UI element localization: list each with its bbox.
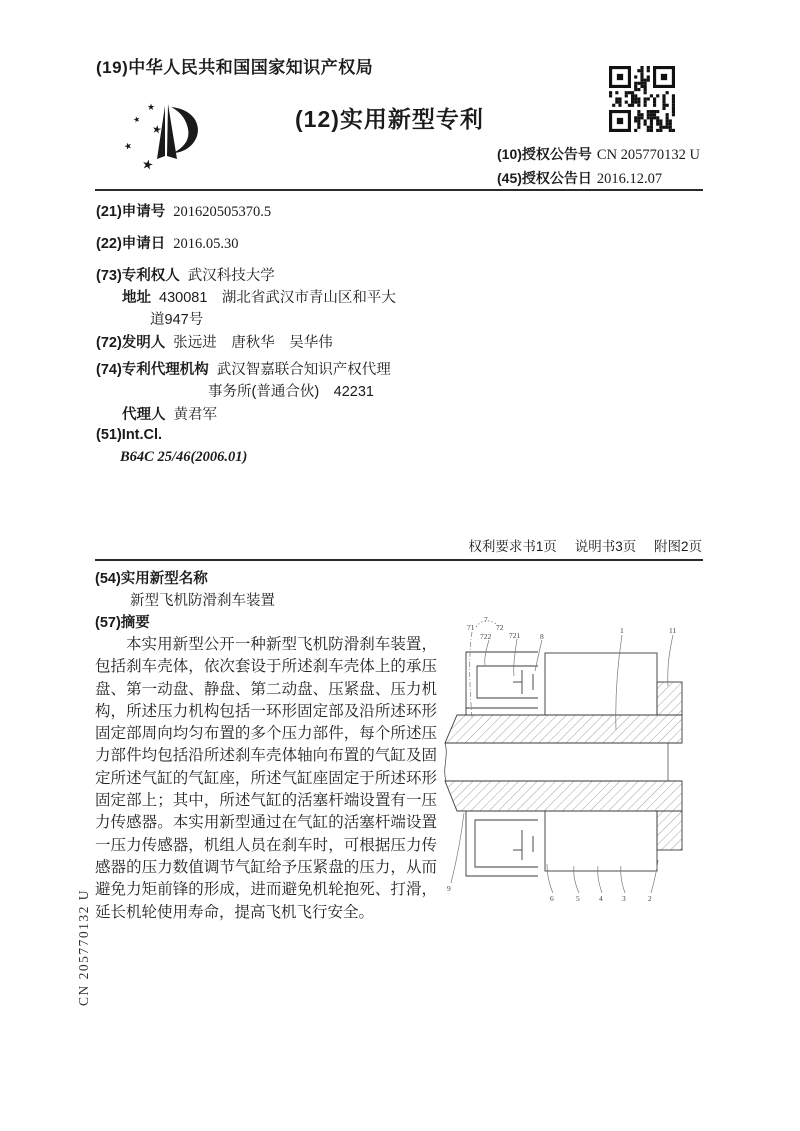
ipc-label: (51)Int.Cl. bbox=[96, 427, 163, 443]
ref-numeral-4: 4 bbox=[599, 894, 603, 903]
pages-drawings: 附图2页 bbox=[653, 539, 702, 554]
ipc-class-value: B64C 25/46(2006.01) bbox=[120, 449, 248, 465]
patent-figure bbox=[435, 598, 720, 933]
header-divider bbox=[95, 189, 703, 191]
ref-numeral-2: 2 bbox=[648, 894, 652, 903]
publication-number-value: CN 205770132 U bbox=[596, 147, 701, 163]
ref-numeral-1: 1 bbox=[620, 626, 624, 635]
publication-date-row bbox=[497, 168, 662, 188]
ref-numeral-721: 721 bbox=[509, 631, 521, 640]
office-name: (19)中华人民共和国国家知识产权局 bbox=[96, 58, 374, 77]
figure-leader-lines bbox=[451, 621, 673, 893]
figure-structure bbox=[466, 652, 657, 876]
ref-numeral-7: 7 bbox=[484, 615, 488, 624]
publication-number-row bbox=[497, 144, 700, 164]
sipo-logo bbox=[118, 92, 213, 187]
agency-row bbox=[96, 358, 391, 379]
document-type-title: (12)实用新型专利 bbox=[295, 106, 484, 132]
figure-reference-numerals bbox=[447, 615, 676, 903]
address-row-2 bbox=[150, 308, 203, 329]
figure-hatched-shaft bbox=[445, 682, 682, 850]
inventors-value: 张远进 唐秋华 吴华伟 bbox=[173, 335, 333, 351]
pages-claims: 权利要求书1页 bbox=[468, 539, 557, 554]
svg-text:★: ★ bbox=[122, 139, 134, 152]
ipc-class-row bbox=[120, 449, 247, 466]
svg-text:★: ★ bbox=[132, 114, 142, 125]
agency-line2: 事务所(普通合伙) 42231 bbox=[208, 384, 374, 400]
invention-title: 新型飞机防滑刹车装置 bbox=[130, 593, 275, 609]
abstract-section-label: (57)摘要 bbox=[95, 615, 150, 631]
application-date-value: 2016.05.30 bbox=[173, 236, 239, 252]
address-row bbox=[122, 286, 396, 307]
ref-numeral-11: 11 bbox=[669, 626, 677, 635]
side-patent-number: CN 205770132 U bbox=[76, 888, 91, 1006]
ref-numeral-71: 71 bbox=[467, 623, 475, 632]
publication-number-label: (10)授权公告号 bbox=[497, 146, 592, 162]
publication-date-value: 2016.12.07 bbox=[596, 171, 663, 187]
ref-numeral-8: 8 bbox=[540, 632, 544, 641]
agent-value: 黄君军 bbox=[173, 407, 217, 423]
pages-info bbox=[380, 535, 702, 555]
ref-numeral-3: 3 bbox=[622, 894, 626, 903]
application-date-label: (22)申请日 bbox=[96, 236, 166, 252]
svg-text:★: ★ bbox=[150, 123, 163, 137]
agency-line1: 武汉智嘉联合知识产权代理 bbox=[216, 362, 391, 378]
application-date-row bbox=[96, 232, 239, 253]
body-divider bbox=[95, 559, 703, 561]
agency-label: (74)专利代理机构 bbox=[96, 362, 209, 378]
agency-row-2 bbox=[208, 380, 374, 401]
patentee-row bbox=[96, 264, 275, 285]
ref-numeral-6: 6 bbox=[550, 894, 554, 903]
logo-star-icon: ★ bbox=[147, 102, 156, 112]
application-number-value: 201620505370.5 bbox=[173, 204, 272, 220]
pages-description: 说明书3页 bbox=[574, 539, 637, 554]
ref-numeral-9: 9 bbox=[447, 884, 451, 893]
publication-date-label: (45)授权公告日 bbox=[497, 170, 592, 186]
svg-text:★: ★ bbox=[140, 155, 155, 174]
patentee-value: 武汉科技大学 bbox=[187, 268, 275, 284]
address-line1: 430081 湖北省武汉市青山区和平大 bbox=[159, 290, 396, 306]
title-section-label: (54)实用新型名称 bbox=[95, 571, 208, 587]
agent-row bbox=[122, 403, 217, 424]
ref-numeral-722: 722 bbox=[480, 632, 492, 641]
inventors-row bbox=[96, 331, 333, 352]
ref-numeral-72: 72 bbox=[496, 623, 504, 632]
qr-code bbox=[609, 66, 675, 132]
ipc-row bbox=[96, 427, 162, 443]
address-line2: 道947号 bbox=[150, 312, 204, 328]
abstract-text: 本实用新型公开一种新型飞机防滑刹车装置，包括刹车壳体，依次套设于所述刹车壳体上的承压盘、第一动盘、静盘、第二动盘、压紧盘、压力机构，所述压力机构包括一环形固定部及沿所述环形固定部周向均匀布置的多个压力部件，每个所述压力部件均包括沿所述刹车壳体轴向布置的气缸及固定所述气缸的气缸座，所述气缸座固定于所述环形固定部上；其中，所述气缸的活塞杆端设置有一压力传感器。本实用新型通过在气缸的活塞杆端设置一压力传感器，机组人员在刹车时，可根据压力传感器的压力数值调节气缸给予压紧盘的压力，从而避免力矩前锋的形成，进而避免机轮抱死、打滑，延长机轮使用寿命，提高飞机飞行安全。 bbox=[95, 636, 437, 921]
agent-label: 代理人 bbox=[122, 407, 166, 423]
application-number-row bbox=[96, 200, 271, 221]
patentee-label: (73)专利权人 bbox=[96, 268, 180, 284]
address-label: 地址 bbox=[122, 290, 151, 306]
application-number-label: (21)申请号 bbox=[96, 204, 166, 220]
ref-numeral-5: 5 bbox=[576, 894, 580, 903]
inventors-label: (72)发明人 bbox=[96, 335, 166, 351]
